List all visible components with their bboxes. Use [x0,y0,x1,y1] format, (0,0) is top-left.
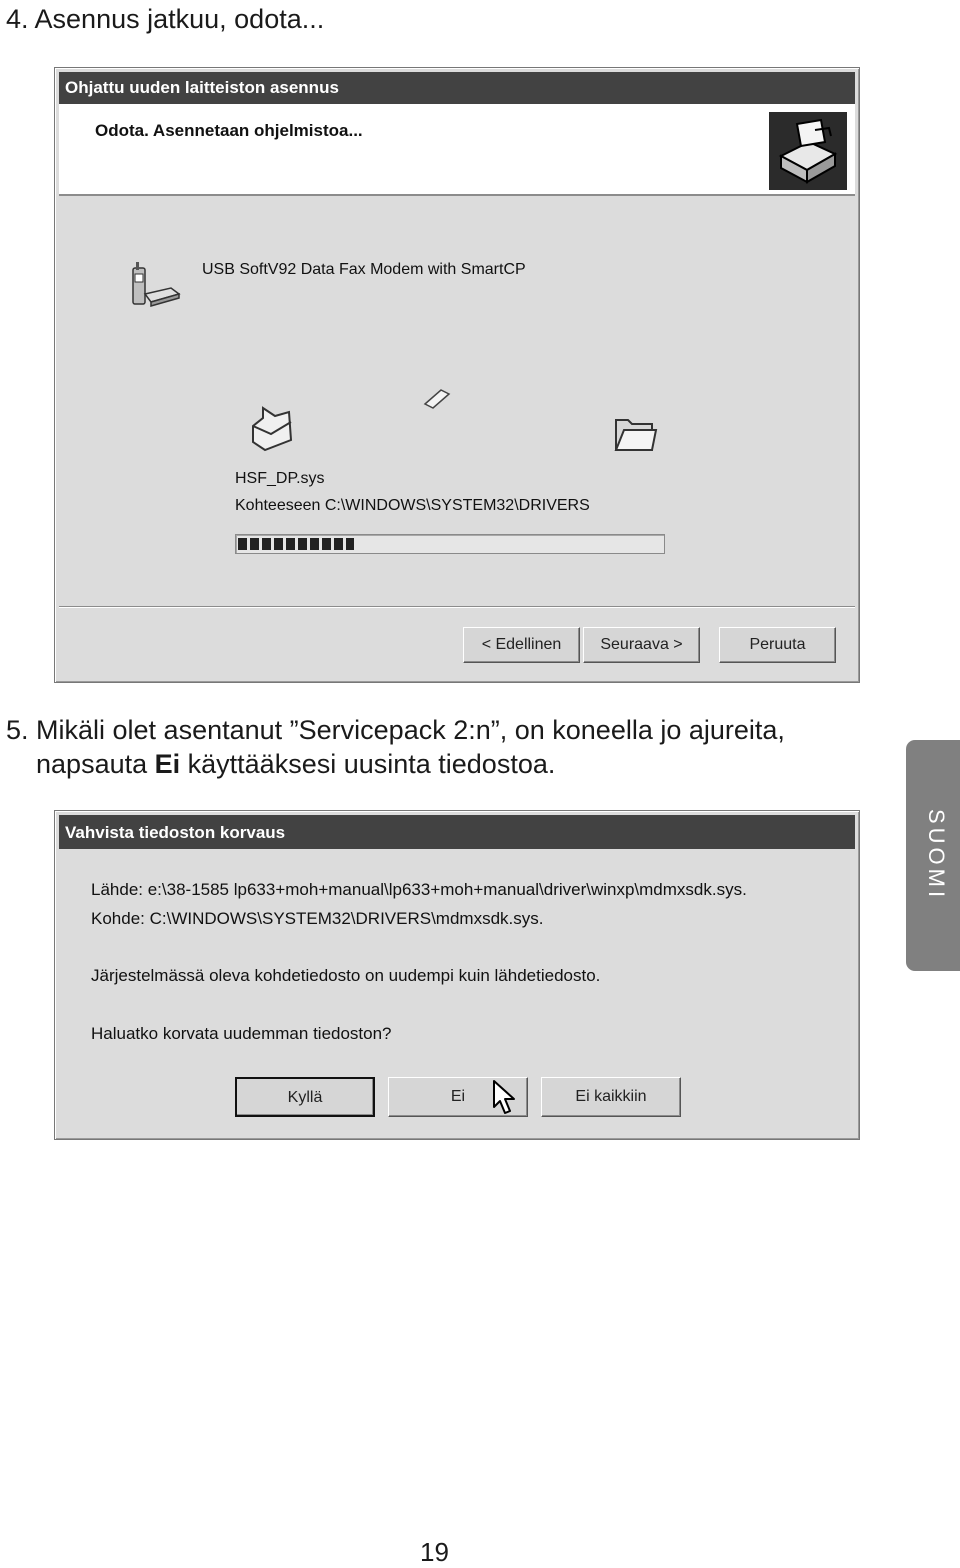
language-side-tab [906,740,960,971]
info-text: Järjestelmässä oleva kohdetiedosto on uudempi kuin lähdetiedosto. [91,966,601,985]
step-5-post: käyttääksesi uusinta tiedostoa. [180,749,556,779]
side-tab-label: SUOMI [924,808,949,902]
no-to-all-button[interactable]: Ei kaikkiin [541,1077,681,1117]
no-button[interactable]: Ei [388,1077,528,1117]
hardware-install-icon [769,112,847,190]
step-5-text [6,713,785,781]
step-5-line-1: 5. Mikäli olet asentanut ”Servicepack 2:n”, on koneella jo ajureita, [6,715,785,745]
next-button[interactable]: Seuraava > [583,627,700,663]
page-number: 19 [420,1537,449,1567]
step-5-pre: napsauta [36,749,155,779]
step-5-line-2 [6,747,785,781]
mouse-pointer-icon [492,1077,518,1117]
yes-button[interactable]: Kyllä [235,1077,375,1117]
hardware-wizard-dialog [54,67,860,683]
target-path: Kohde: C:\WINDOWS\SYSTEM32\DRIVERS\mdmxsdk.sys. [91,909,544,928]
wizard-title: Ohjattu uuden laitteiston asennus [59,72,855,104]
confirm-title: Vahvista tiedoston korvaus [59,815,855,849]
back-button[interactable]: < Edellinen [463,627,580,663]
destination-folder-icon [612,412,658,456]
progress-bar [235,534,665,554]
source-folder-icon [249,404,295,454]
flying-file-icon [423,384,451,412]
button-separator [59,606,855,608]
file-name: HSF_DP.sys [235,470,325,487]
wizard-subtitle: Odota. Asennetaan ohjelmistoa... [95,121,363,140]
device-name: USB SoftV92 Data Fax Modem with SmartCP [202,261,526,278]
source-path: Lähde: e:\38-1585 lp633+moh+manual\lp633+moh+manual\driver\winxp\mdmxsdk.sys. [91,880,747,899]
question-text: Haluatko korvata uudemman tiedoston? [91,1024,392,1043]
confirm-replace-dialog [54,810,860,1140]
wizard-header [59,104,855,196]
progress-fill [238,538,354,550]
step-4-text: 4. Asennus jatkuu, odota... [6,4,325,34]
destination-path: Kohteeseen C:\WINDOWS\SYSTEM32\DRIVERS [235,497,590,514]
modem-phone-icon [127,258,181,312]
cancel-button[interactable]: Peruuta [719,627,836,663]
step-5-bold: Ei [154,749,181,779]
